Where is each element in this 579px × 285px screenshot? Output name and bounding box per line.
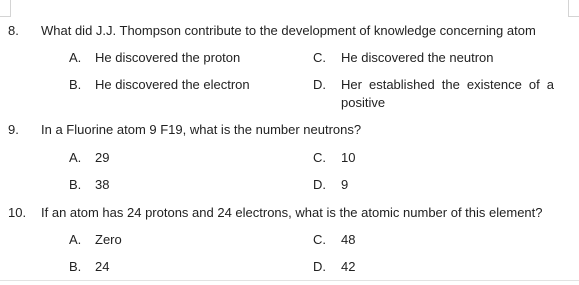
option-text: Zero (95, 232, 122, 247)
option-text: 38 (95, 177, 110, 192)
option-text: 9 (341, 177, 349, 192)
page-corner-right (568, 0, 579, 17)
option-word: of (528, 77, 540, 92)
question-text: If an atom has 24 protons and 24 electrons, what is the atomic number of this element? (41, 205, 543, 220)
option-word: established (368, 77, 435, 92)
option-text: He discovered the electron (95, 77, 250, 92)
question-text: In a Fluorine atom 9 F19, what is the number neutrons? (41, 122, 362, 137)
option-word: existence (466, 77, 522, 92)
option-text: 10 (341, 150, 356, 165)
page-corner-left (0, 0, 11, 17)
option-text: He discovered the neutron (341, 50, 494, 65)
option-text (341, 77, 554, 93)
option-letter: A. (69, 50, 82, 65)
question-text: What did J.J. Thompson contribute to the development of knowledge concerning atom (41, 23, 536, 38)
option-word: Her (341, 77, 362, 92)
option-text: 24 (95, 259, 110, 274)
question-number: 10. (8, 205, 27, 220)
option-word: a (546, 77, 554, 92)
question-number: 8. (8, 23, 19, 38)
page-divider (0, 280, 579, 281)
option-letter: C. (313, 150, 326, 165)
option-word: the (441, 77, 460, 92)
option-text: 29 (95, 150, 110, 165)
option-letter: B. (69, 259, 82, 274)
option-text: 48 (341, 232, 356, 247)
option-letter: A. (69, 150, 82, 165)
option-letter: D. (313, 177, 326, 192)
option-letter: C. (313, 50, 326, 65)
option-text: He discovered the proton (95, 50, 241, 65)
option-text: 42 (341, 259, 356, 274)
option-letter: C. (313, 232, 326, 247)
option-letter: B. (69, 177, 82, 192)
option-letter: D. (313, 259, 326, 274)
option-letter: B. (69, 77, 82, 92)
option-letter: A. (69, 232, 82, 247)
option-letter: D. (313, 77, 326, 92)
option-text-continued: positive (341, 95, 386, 110)
question-number: 9. (8, 122, 19, 137)
